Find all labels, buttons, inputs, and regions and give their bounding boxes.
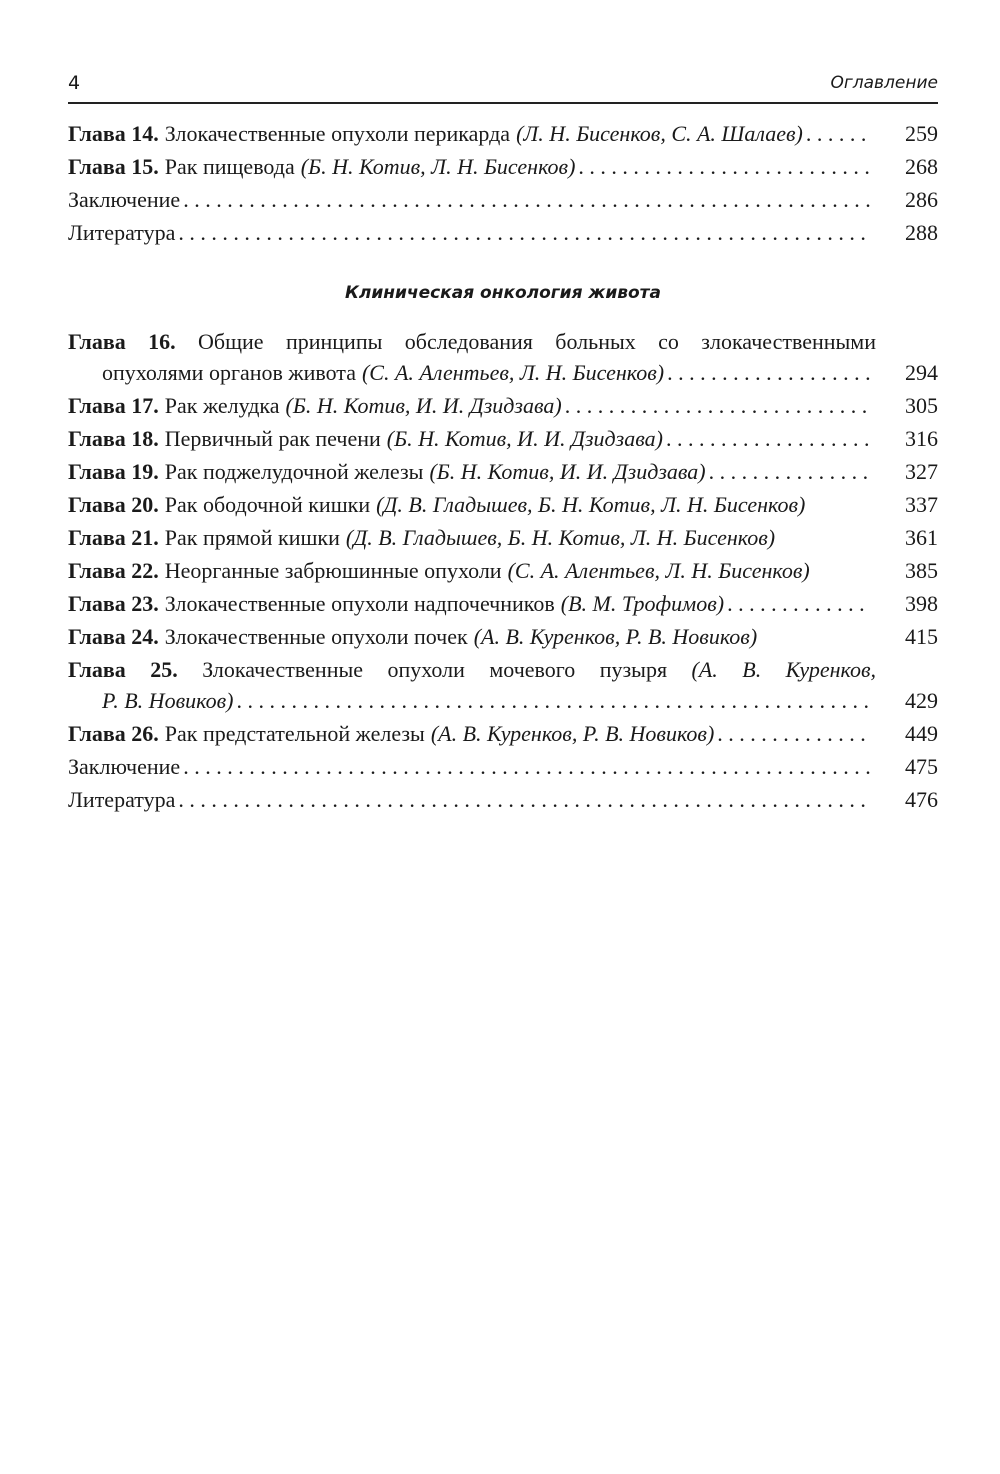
page-number: 4	[68, 72, 81, 94]
page-ref: 385	[905, 558, 938, 583]
dot-leader	[667, 357, 870, 388]
chapter-label: Глава 22.	[68, 558, 159, 583]
entry-title: Литература	[68, 787, 176, 812]
chapter-label: Глава 26.	[68, 721, 159, 746]
chapter-title: Рак пищевода	[164, 154, 295, 179]
toc-entry-chapter-21	[68, 522, 938, 553]
chapter-title: Злокачественные опухоли перикарда	[164, 121, 511, 146]
chapter-title: Рак прямой кишки	[164, 525, 340, 550]
dot-leader	[178, 784, 870, 815]
chapter-authors-line2: Р. В. Новиков)	[102, 688, 234, 713]
toc-entry-chapter-26	[68, 718, 938, 749]
chapter-label: Глава 17.	[68, 393, 159, 418]
chapter-title-line2: опухолями органов живота	[102, 360, 356, 385]
toc-entry-chapter-17	[68, 390, 938, 421]
toc-entry-chapter-16	[68, 326, 938, 388]
toc-entry-literature-2	[68, 784, 938, 815]
dot-leader	[183, 184, 870, 215]
page-ref: 268	[905, 154, 938, 179]
chapter-authors: (Д. В. Гладышев, Б. Н. Котив, Л. Н. Бисенков)	[345, 525, 776, 550]
chapter-authors: (Б. Н. Котив, И. И. Дзидзава)	[386, 426, 663, 451]
chapter-label: Глава 19.	[68, 459, 159, 484]
toc-entry-chapter-20	[68, 489, 938, 520]
toc-entry-conclusion-1	[68, 184, 938, 215]
page-ref: 327	[905, 459, 938, 484]
toc-entry-chapter-25	[68, 654, 938, 716]
entry-title: Литература	[68, 220, 176, 245]
page-ref: 316	[905, 426, 938, 451]
chapter-title: Рак желудка	[164, 393, 280, 418]
page-ref: 294	[905, 360, 938, 385]
toc-entry-chapter-19	[68, 456, 938, 487]
chapter-authors: (А. В. Куренков, Р. В. Новиков)	[473, 624, 758, 649]
dot-leader	[666, 423, 870, 454]
page-ref: 475	[905, 754, 938, 779]
chapter-label: Глава 21.	[68, 525, 159, 550]
chapter-label: Глава 15.	[68, 154, 159, 179]
page-ref: 398	[905, 591, 938, 616]
chapter-authors: (Л. Н. Бисенков, С. А. Шалаев)	[516, 121, 803, 146]
dot-leader	[806, 118, 870, 149]
dot-leader	[565, 390, 870, 421]
toc-entry-chapter-15	[68, 151, 938, 182]
page-ref: 288	[905, 220, 938, 245]
page-ref: 361	[905, 525, 938, 550]
chapter-title: Злокачественные опухоли мочевого пузыря	[202, 657, 668, 682]
entry-title: Заключение	[68, 187, 181, 212]
toc-entry-chapter-14	[68, 118, 938, 149]
dot-leader	[236, 685, 870, 716]
page-ref: 415	[905, 624, 938, 649]
toc-part-2	[68, 326, 938, 817]
toc-part-1	[68, 118, 938, 250]
chapter-authors: (Б. Н. Котив, И. И. Дзидзава)	[285, 393, 562, 418]
dot-leader	[709, 456, 870, 487]
page-ref: 337	[905, 492, 938, 517]
running-header	[68, 68, 938, 104]
dot-leader	[178, 217, 870, 248]
toc-entry-chapter-24	[68, 621, 938, 652]
toc-entry-conclusion-2	[68, 751, 938, 782]
chapter-title: Злокачественные опухоли надпочечников	[164, 591, 555, 616]
chapter-authors: (С. А. Алентьев, Л. Н. Бисенков)	[361, 360, 665, 385]
toc-entry-chapter-18	[68, 423, 938, 454]
chapter-authors: (А. В. Куренков, Р. В. Новиков)	[430, 721, 715, 746]
chapter-authors: (Б. Н. Котив, Л. Н. Бисенков)	[300, 154, 576, 179]
dot-leader	[717, 718, 870, 749]
toc-entry-literature-1	[68, 217, 938, 248]
page-ref: 429	[905, 688, 938, 713]
dot-leader	[727, 588, 870, 619]
chapter-label: Глава 25.	[68, 657, 178, 682]
chapter-title: Злокачественные опухоли почек	[164, 624, 468, 649]
chapter-title: Рак предстательной железы	[164, 721, 425, 746]
chapter-title-line1: Общие принципы обследования больных со злокачественными	[198, 329, 876, 354]
toc-entry-chapter-22	[68, 555, 938, 586]
dot-leader	[183, 751, 870, 782]
page-ref: 476	[905, 787, 938, 812]
chapter-title: Рак поджелудочной железы	[164, 459, 424, 484]
chapter-authors: (С. А. Алентьев, Л. Н. Бисенков)	[507, 558, 810, 583]
running-title: Оглавление	[830, 73, 938, 93]
page-ref: 449	[905, 721, 938, 746]
page-ref: 286	[905, 187, 938, 212]
dot-leader	[578, 151, 870, 182]
chapter-label: Глава 23.	[68, 591, 159, 616]
chapter-label: Глава 20.	[68, 492, 159, 517]
chapter-title: Первичный рак печени	[164, 426, 381, 451]
chapter-authors-line1: (А. В. Куренков,	[691, 657, 877, 682]
chapter-authors: (В. М. Трофимов)	[560, 591, 725, 616]
entry-title: Заключение	[68, 754, 181, 779]
toc-entry-chapter-23	[68, 588, 938, 619]
chapter-title: Рак ободочной кишки	[164, 492, 371, 517]
section-heading: Клиническая онкология живота	[344, 283, 662, 303]
chapter-label: Глава 14.	[68, 121, 159, 146]
chapter-label: Глава 16.	[68, 329, 176, 354]
chapter-authors: (Б. Н. Котив, И. И. Дзидзава)	[429, 459, 706, 484]
chapter-title: Неорганные забрюшинные опухоли	[164, 558, 502, 583]
chapter-authors: (Д. В. Гладышев, Б. Н. Котив, Л. Н. Бисенков)	[376, 492, 806, 517]
page-ref: 305	[905, 393, 938, 418]
page-ref: 259	[905, 121, 938, 146]
chapter-label: Глава 18.	[68, 426, 159, 451]
chapter-label: Глава 24.	[68, 624, 159, 649]
